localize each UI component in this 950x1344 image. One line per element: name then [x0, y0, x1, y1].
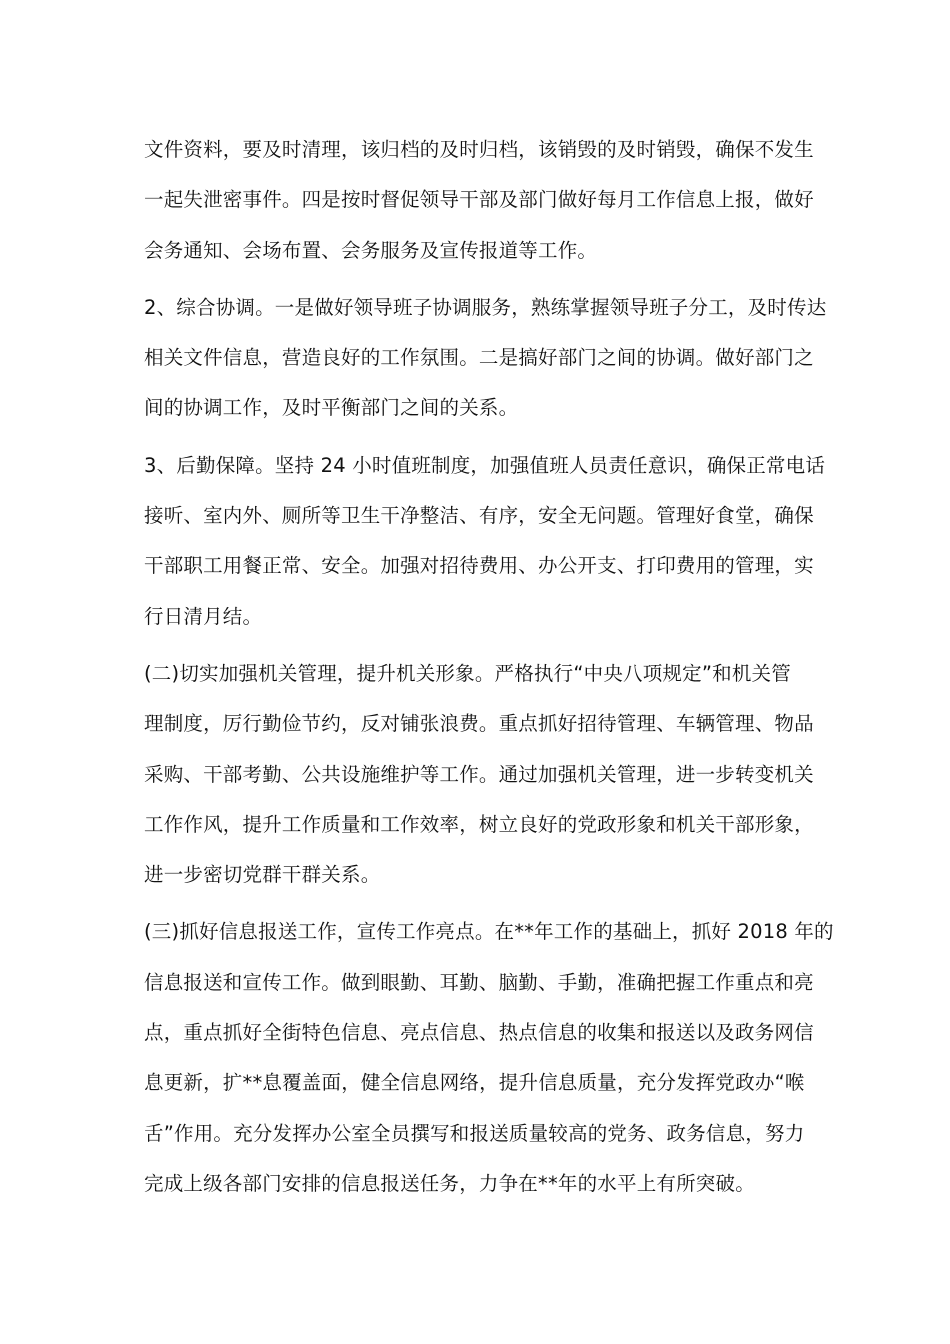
- text-line: 舌”作用。充分发挥办公室全员撰写和报送质量较高的党务、政务信息，努力: [144, 1121, 805, 1145]
- text-line: (三)抓好信息报送工作，宣传工作亮点。在**年工作的基础上，抓好 2018 年的: [144, 920, 834, 944]
- paragraph-coordination: [144, 288, 827, 439]
- document-body: [144, 130, 834, 1221]
- text-line: 一起失泄密事件。四是按时督促领导干部及部门做好每月工作信息上报，做好: [144, 188, 814, 212]
- text-line: 进一步密切党群干群关系。: [144, 863, 381, 887]
- paragraph-logistics: [144, 446, 826, 647]
- text-line: 文件资料，要及时清理，该归档的及时归档，该销毁的及时销毁，确保不发生: [144, 138, 814, 161]
- text-line: 信息报送和宣传工作。做到眼勤、耳勤、脑勤、手勤，准确把握工作重点和亮: [144, 970, 814, 994]
- text-line: 干部职工用餐正常、安全。加强对招待费用、办公开支、打印费用的管理，实: [144, 554, 814, 578]
- paragraph-management: [144, 654, 812, 905]
- paragraph-information: [144, 912, 834, 1214]
- text-line: 行日清月结。: [144, 604, 263, 628]
- text-line: 3、后勤保障。坚持 24 小时值班制度，加强值班人员责任意识，确保正常电话: [144, 453, 826, 477]
- paragraph-continuation: [144, 130, 812, 281]
- text-line: 会务通知、会场布置、会务服务及宣传报道等工作。: [144, 238, 598, 262]
- text-line: (二)切实加强机关管理，提升机关形象。严格执行“中央八项规定”和机关管: [144, 661, 791, 685]
- text-line: 采购、干部考勤、公共设施维护等工作。通过加强机关管理，进一步转变机关: [144, 762, 814, 786]
- text-line: 2、综合协调。一是做好领导班子协调服务，熟练掌握领导班子分工，及时传达: [144, 295, 827, 319]
- text-line: 相关文件信息，营造良好的工作氛围。二是搞好部门之间的协调。做好部门之: [144, 346, 814, 370]
- text-line: 点，重点抓好全街特色信息、亮点信息、热点信息的收集和报送以及政务网信: [144, 1021, 814, 1045]
- text-line: 理制度，厉行勤俭节约，反对铺张浪费。重点抓好招待管理、车辆管理、物品: [144, 712, 814, 736]
- text-line: 完成上级各部门安排的信息报送任务，力争在**年的水平上有所突破。: [144, 1171, 755, 1195]
- text-line: 间的协调工作，及时平衡部门之间的关系。: [144, 396, 519, 420]
- text-line: 接听、室内外、厕所等卫生干净整洁、有序，安全无问题。管理好食堂，确保: [144, 504, 814, 528]
- text-line: 息更新，扩**息覆盖面，健全信息网络，提升信息质量，充分发挥党政办“喉: [144, 1071, 805, 1095]
- text-line: 工作作风，提升工作质量和工作效率，树立良好的党政形象和机关干部形象，: [144, 812, 814, 836]
